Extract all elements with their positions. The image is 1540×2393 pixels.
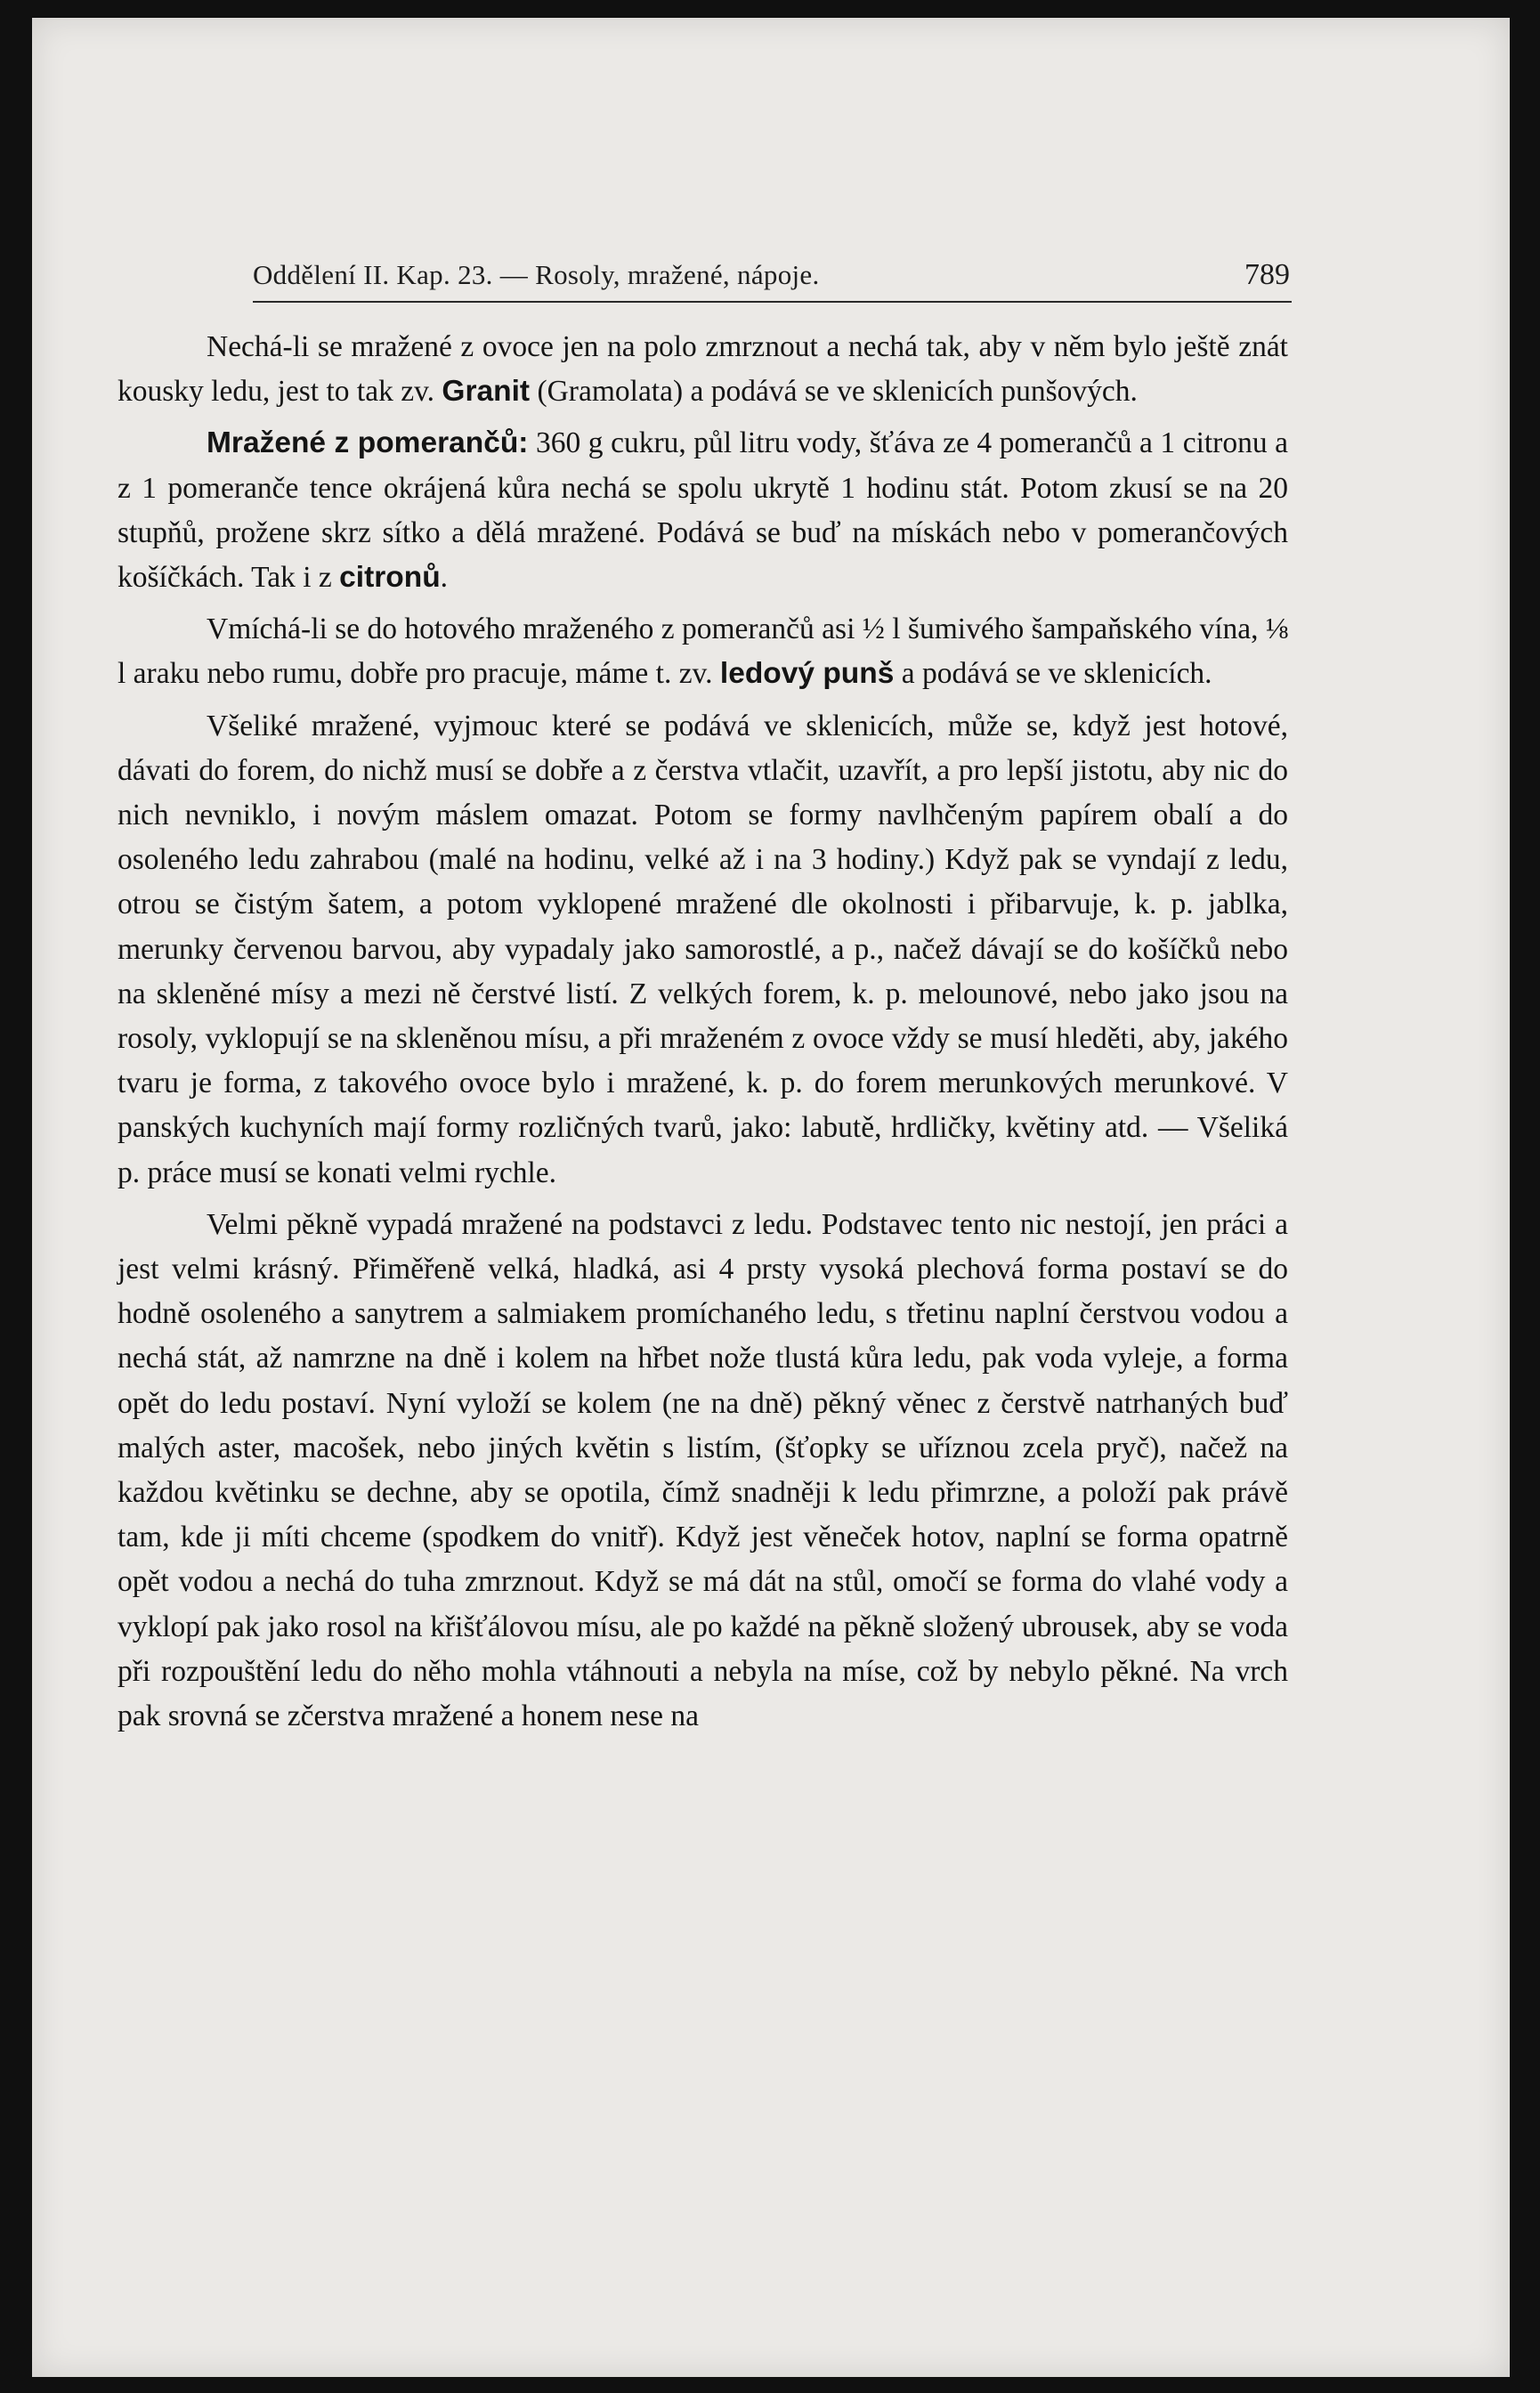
paragraph-text: 360 g cukru, půl litru vody, šťáva ze 4 pomerančů a 1 citronu a z 1 pomeranče tence okrájená kůra nechá se spolu ukrytě 1 hodinu stát. Potom zkusí se na 20 stupňů, prožene skrz sítko a dělá mražené. Podává se buď na mískách nebo v pomerančových košíčkách. Tak i z: [118, 426, 1288, 595]
paragraph-text: Velmi pěkně vypadá mražené na podstavci z ledu. Podstavec tento nic nestojí, jen práci a jest velmi krásný. Přiměřeně velká, hladká, asi 4 prsty vysoká plechová forma postaví se do hodně osoleného a sanytrem a salmiakem promíchaného ledu, s třetinu naplní čerstvou vodou a nechá stát, až namrzne na dně i kolem na hřbet nože tlustá kůra ledu, pak voda vyleje, a forma opět do ledu postaví. Nyní vyloží se kolem (ne na dně) pěkný věnec z čerstvě natrhaných buď malých aster, macošek, nebo jiných květin s listím, (šťopky se uříznou zcela pryč), načež na každou květinku se dechne, aby se opotila, čímž snadněji k ledu přimrzne, a položí pak právě tam, kde ji míti chceme (spodkem do vnitř). Když jest věneček hotov, naplní se forma opatrně opět vodou a nechá do tuha zmrznout. Když se má dát na stůl, omočí se forma do vlahé vody a vyklopí pak jako rosol na křišťálovou mísu, ale po každé na pěkně složený ubrousek, aby se voda při rozpouštění ledu do něho mohla vtáhnouti a nebyla na míse, což by nebylo pěkné. Na vrch pak srovná se zčerstva mražené a honem nese na: [118, 1207, 1288, 1733]
paragraph-text: (Gramolata) a podává se ve sklenicích punšových.: [530, 375, 1138, 409]
paragraph-text: a podává se ve sklenicích.: [894, 657, 1212, 691]
running-header: [253, 251, 1290, 299]
paragraph-text: Vmíchá-li se do hotového mraženého z pomerančů asi ½ l šumivého šampaňského vína, ⅛ l araku nebo rumu, dobře pro pracuje, máme t. zv.: [118, 612, 1288, 691]
header-rule: [253, 301, 1292, 303]
paragraph: [118, 325, 1288, 414]
paragraph: [118, 1203, 1288, 1739]
bold-term: citronů: [339, 561, 441, 595]
bold-term: ledový punš: [719, 657, 895, 691]
body-text: [118, 325, 1288, 1739]
book-page: [32, 18, 1510, 2377]
bold-term: Granit: [442, 375, 531, 409]
bold-term: Mražené z pomerančů:: [207, 426, 529, 460]
paragraph-text: Nechá-li se mražené z ovoce jen na polo zmrznout a nechá tak, aby v něm bylo ještě znát kousky ledu, jest to tak zv.: [118, 330, 1288, 409]
paragraph-text: Všeliké mražené, vyjmouc které se podává ve sklenicích, může se, když jest hotové, dávati do forem, do nichž musí se dobře a z čerstva vtlačit, uzavřít, a pro lepší jistotu, aby nic do nich nevniklo, i novým máslem omazat. Potom se formy navlhčeným papírem obalí a do osoleného ledu zahrabou (malé na hodinu, velké až i na 3 hodiny.) Když pak se vyndají z ledu, otrou se čistým šatem, a potom vyklopené mražené dle okolnosti i přibarvuje, k. p. jablka, merunky červenou barvou, aby vypadaly jako samorostlé, a p., načež dávají se do košíčků nebo na skleněné mísy a mezi ně čerstvé listí. Z velkých forem, k. p. melounové, nebo jako jsou na rosoly, vyklopují se na skleněnou mísu, a při mraženém z ovoce vždy se musí hleděti, aby, jakého tvaru je forma, z takového ovoce bylo i mražené, k. p. do forem merunkových merunkové. V panských kuchyních mají formy rozličných tvarů, jako: labutě, hrdličky, květiny atd. — Všeliká p. práce musí se konati velmi rychle.: [118, 709, 1288, 1189]
paragraph: [118, 421, 1288, 600]
paragraph-text: .: [440, 561, 449, 595]
paragraph: [118, 704, 1288, 1196]
header-title: Oddělení II. Kap. 23. — Rosoly, mražené, nápoje.: [253, 259, 820, 290]
paragraph: [118, 607, 1288, 696]
page-number: 789: [1244, 258, 1290, 291]
